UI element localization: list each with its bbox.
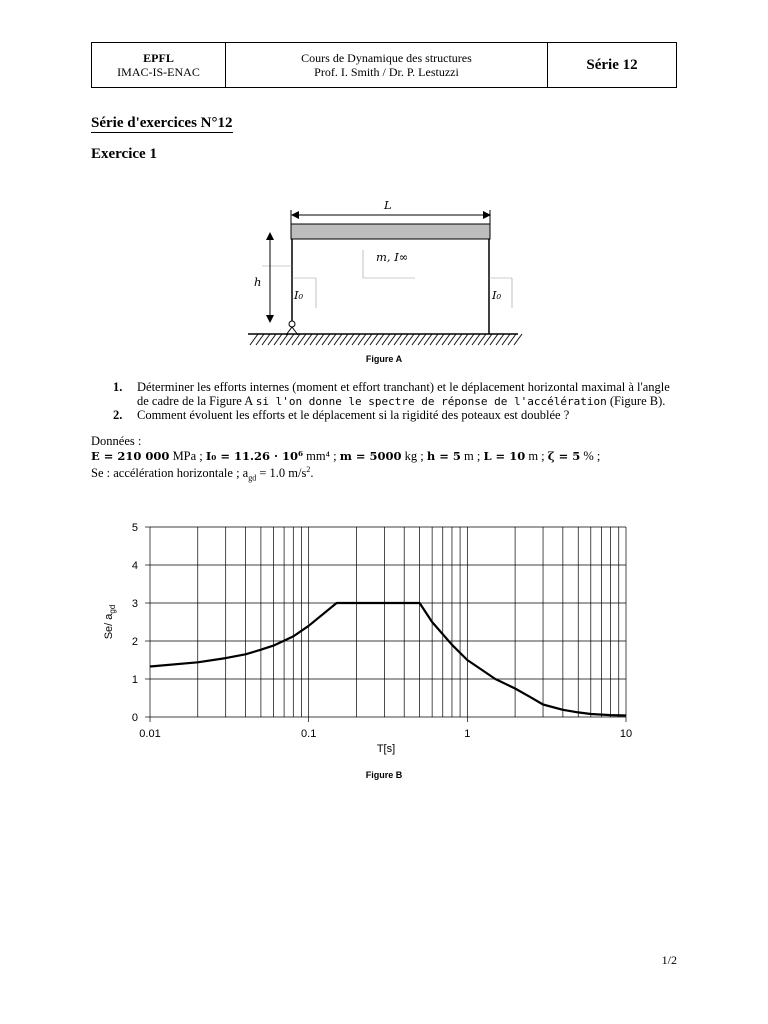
data-heading: Données :	[91, 434, 142, 448]
label-l: L	[384, 198, 392, 212]
label-beam: m, I∞	[376, 250, 409, 264]
x-tick-label: 1	[464, 728, 471, 740]
question-1-text: Déterminer les efforts internes (moment et effort tranchant) et le déplacement horizontal maximal à l'angle de cadre de la Figure A si l'on donne le spectre de réponse de l'accélération (Figure B).	[137, 380, 670, 408]
label-col-right: I₀	[492, 288, 502, 302]
question-2-text: Comment évoluent les efforts et le déplacement si la rigidité des poteaux est doublée ?	[137, 408, 570, 422]
figure-b-chart	[90, 515, 650, 760]
y-tick-label: 0	[131, 712, 138, 724]
question-1-number: 1.	[113, 380, 123, 394]
exercise-heading: Exercice 1	[91, 146, 157, 162]
data-block	[91, 434, 691, 486]
data-line-1: E = 210 000 MPa ; I₀ = 11.26 · 10⁶ mm⁴ ; m = 5000 kg ; h = 5 m ; L = 10 m ; ζ = 5 % ;	[91, 448, 601, 463]
y-tick-label: 2	[131, 636, 138, 648]
header-course: Cours de Dynamique des structures	[301, 51, 472, 65]
figure-a-frame	[240, 190, 530, 350]
header-institution-cell	[92, 43, 226, 87]
figure-a-caption: Figure A	[365, 354, 403, 364]
y-tick-label: 4	[131, 560, 138, 572]
label-h: h	[254, 275, 262, 289]
header-course-cell	[226, 43, 548, 87]
x-tick-label: 0.01	[139, 728, 161, 740]
question-2-number: 2.	[113, 408, 123, 422]
x-axis-label: T[s]	[376, 743, 396, 755]
header-institute: IMAC-IS-ENAC	[117, 65, 200, 79]
question-2	[113, 408, 683, 424]
y-tick-label: 1	[131, 674, 138, 686]
page-title: Série d'exercices N°12	[91, 115, 233, 131]
header-table	[91, 42, 677, 88]
y-axis-label: Se/ $a_{gd}$	[103, 604, 117, 640]
beam	[291, 224, 490, 239]
x-tick-label: 10	[619, 728, 633, 740]
y-tick-label: 5	[131, 522, 138, 534]
spectrum-curve	[150, 603, 626, 716]
x-tick-label: 0.1	[301, 728, 317, 740]
header-series: Série 12	[586, 56, 638, 73]
header-series-cell	[548, 43, 676, 87]
figure-b-caption: Figure B	[365, 770, 403, 780]
pin-support	[289, 321, 295, 327]
y-tick-label: 3	[131, 598, 138, 610]
header-school: EPFL	[143, 51, 174, 65]
label-col-left: I₀	[294, 288, 304, 302]
question-1	[113, 380, 683, 410]
header-profs: Prof. I. Smith / Dr. P. Lestuzzi	[314, 65, 459, 79]
page-number: 1/2	[661, 953, 677, 967]
data-line-2: Se : accélération horizontale ; $a_{gd} = 1.0$ $m/s^2$.	[91, 465, 314, 483]
